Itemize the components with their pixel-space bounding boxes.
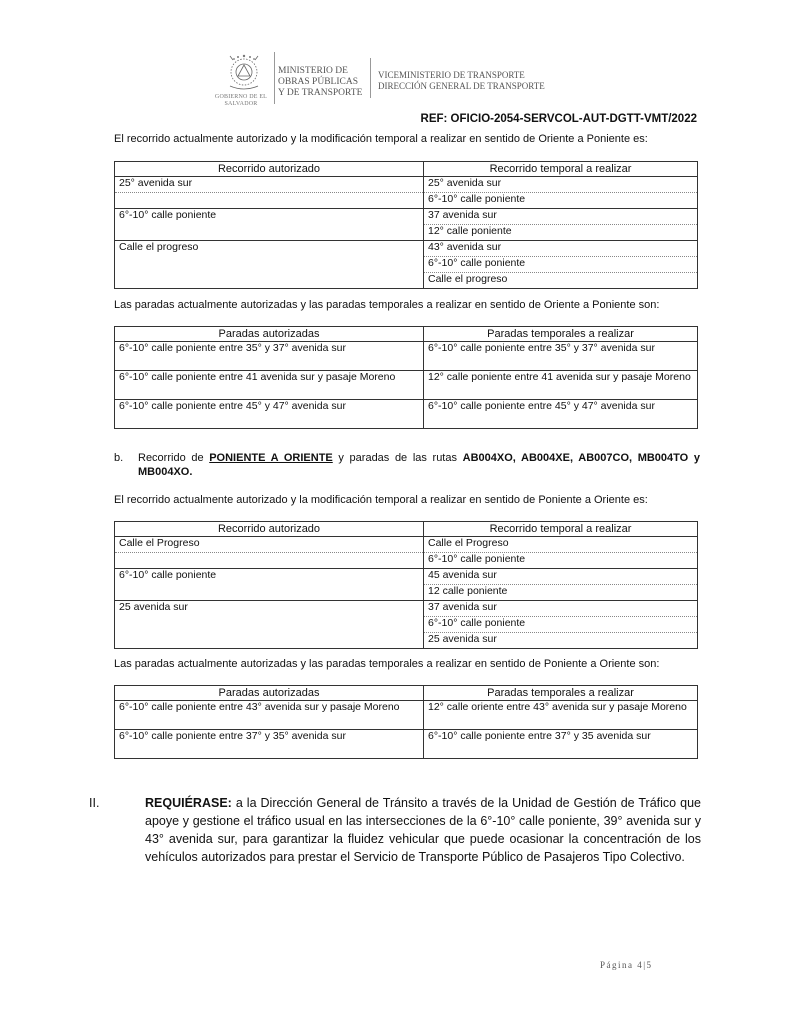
table-cell [115, 585, 424, 601]
table-cell [115, 273, 424, 289]
ministry-line: OBRAS PÚBLICAS [278, 77, 358, 87]
section-body: a la Dirección General de Tránsito a través de la Unidad de Gestión de Tráfico que apoye y gestione el tráfico usual en las intersecciones de la 6°-10° calle poniente, 39° avenida sur y 43° avenida sur, para garantizar la fluidez vehicular que puede ocasionar la concentración de los vehículos autorizados para prestar el Servicio de Transporte Público de Pasajeros Tipo Colectivo. [145, 796, 701, 864]
table-cell: 12° calle poniente entre 41 avenida sur y pasaje Moreno [424, 371, 698, 400]
intro-paragraph: Las paradas actualmente autorizadas y las paradas temporales a realizar en sentido de Oriente a Poniente son: [114, 299, 660, 311]
intro-paragraph: El recorrido actualmente autorizado y la modificación temporal a realizar en sentido de Oriente a Poniente es: [114, 133, 648, 145]
table-cell: 12 calle poniente [424, 585, 698, 601]
table-cell: 25° avenida sur [424, 177, 698, 193]
table-cell [115, 193, 424, 209]
section-number: II. [89, 796, 100, 810]
list-item-text [138, 451, 700, 479]
table-cell: Calle el progreso [115, 241, 424, 257]
table-cell: Calle el progreso [424, 273, 698, 289]
header-divider [274, 52, 275, 104]
table-cell: 6°-10° calle poniente entre 37° y 35 avenida sur [424, 730, 698, 759]
vice-ministry-name [378, 70, 578, 92]
table-cell [115, 225, 424, 241]
table-cell [115, 633, 424, 649]
table-cell: 6°-10° calle poniente [424, 553, 698, 569]
vice-line: VICEMINISTERIO DE TRANSPORTE [378, 70, 525, 80]
ministry-line: Y DE TRANSPORTE [278, 88, 363, 98]
table-cell: Calle el Progreso [424, 537, 698, 553]
stops-table-west-east [114, 685, 698, 759]
section-text [145, 794, 701, 866]
ministry-line: MINISTERIO DE [278, 66, 348, 76]
table-cell: 6°-10° calle poniente [424, 257, 698, 273]
government-caption: GOBIERNO DE EL SALVADOR [214, 94, 268, 107]
table-cell: 6°-10° calle poniente entre 37° y 35° avenida sur [115, 730, 424, 759]
table-cell: 6°-10° calle poniente [424, 193, 698, 209]
table-cell: 6°-10° calle poniente [115, 569, 424, 585]
column-header: Paradas temporales a realizar [424, 686, 698, 701]
table-cell: 25° avenida sur [115, 177, 424, 193]
table-cell [115, 553, 424, 569]
table-cell: 6°-10° calle poniente entre 45° y 47° avenida sur [424, 400, 698, 429]
stops-table-east-west [114, 326, 698, 429]
table-cell [115, 617, 424, 633]
direction-label: PONIENTE A ORIENTE [209, 452, 333, 464]
table-cell: 6°-10° calle poniente [115, 209, 424, 225]
section-keyword: REQUIÉRASE: [145, 796, 232, 810]
table-cell: 6°-10° calle poniente entre 43° avenida sur y pasaje Moreno [115, 701, 424, 730]
table-cell: 37 avenida sur [424, 209, 698, 225]
column-header: Recorrido autorizado [115, 522, 424, 537]
table-cell: 43° avenida sur [424, 241, 698, 257]
column-header: Paradas autorizadas [115, 686, 424, 701]
table-cell: 12° calle oriente entre 43° avenida sur y pasaje Moreno [424, 701, 698, 730]
table-cell [115, 257, 424, 273]
column-header: Paradas autorizadas [115, 327, 424, 342]
table-cell: 6°-10° calle poniente [424, 617, 698, 633]
ministry-name [278, 66, 370, 99]
column-header: Recorrido autorizado [115, 162, 424, 177]
table-cell: 6°-10° calle poniente entre 35° y 37° avenida sur [424, 342, 698, 371]
route-table-west-east [114, 521, 698, 649]
page-number: Página 4|5 [600, 960, 653, 970]
column-header: Paradas temporales a realizar [424, 327, 698, 342]
intro-paragraph: Las paradas actualmente autorizadas y las paradas temporales a realizar en sentido de Poniente a Oriente son: [114, 658, 660, 670]
intro-paragraph: El recorrido actualmente autorizado y la modificación temporal a realizar en sentido de Poniente a Oriente es: [114, 494, 648, 506]
table-cell: 25 avenida sur [424, 633, 698, 649]
table-cell: 25 avenida sur [115, 601, 424, 617]
table-cell: 6°-10° calle poniente entre 41 avenida sur y pasaje Moreno [115, 371, 424, 400]
table-cell: Calle el Progreso [115, 537, 424, 553]
table-cell: 12° calle poniente [424, 225, 698, 241]
route-codes: AB004XO, AB004XE, AB007CO, MB004TO y MB004XO. [138, 452, 700, 478]
table-cell: 6°-10° calle poniente entre 45° y 47° avenida sur [115, 400, 424, 429]
column-header: Recorrido temporal a realizar [424, 522, 698, 537]
reference-number: REF: OFICIO-2054-SERVCOL-AUT-DGTT-VMT/2022 [420, 113, 697, 125]
table-cell: 45 avenida sur [424, 569, 698, 585]
column-header: Recorrido temporal a realizar [424, 162, 698, 177]
route-table-east-west [114, 161, 698, 289]
vice-line: DIRECCIÓN GENERAL DE TRANSPORTE [378, 81, 545, 91]
table-cell: 6°-10° calle poniente entre 35° y 37° avenida sur [115, 342, 424, 371]
list-letter: b. [114, 452, 124, 464]
text-segment: Recorrido de [138, 452, 210, 464]
header-divider [370, 58, 371, 98]
table-cell: 37 avenida sur [424, 601, 698, 617]
text-segment: y paradas de las rutas [332, 452, 463, 464]
coat-of-arms-seal [218, 52, 270, 96]
letterhead [210, 50, 630, 110]
